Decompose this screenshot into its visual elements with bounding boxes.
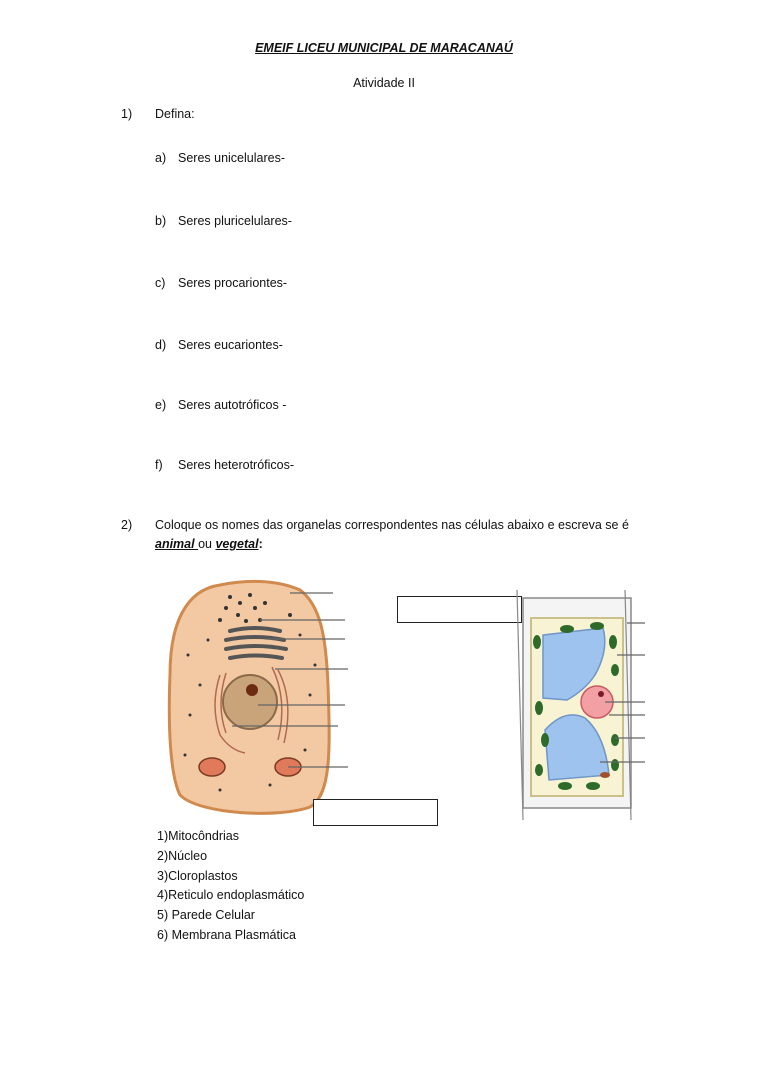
organelle-item-4: 4)Reticulo endoplasmático [157,888,305,902]
colon: : [258,537,263,551]
organelle-item-6: 6) Membrana Plasmática [157,928,296,942]
word-vegetal: vegetal [215,537,259,551]
question-2-number: 2) [121,518,133,532]
question-2-text: Coloque os nomes das organelas correspondentes nas células abaixo e escreva se é [155,518,629,532]
item-e-label: Seres autotróficos - [178,398,287,412]
nucleolus [246,684,258,696]
question-1-prompt: Defina: [155,107,195,121]
mitochondrion-plant [600,772,610,778]
item-e-letter: e) [155,398,167,412]
item-d-label: Seres eucariontes- [178,338,283,352]
answer-box-plant[interactable] [313,799,438,826]
plant-cell-diagram [505,590,650,820]
organelle-item-3: 3)Cloroplastos [157,869,238,883]
document-title: EMEIF LICEU MUNICIPAL DE MARACANAÚ [255,41,513,55]
organelle-item-2: 2)Núcleo [157,849,208,863]
question-1-number: 1) [121,107,133,121]
organelle-item-5: 5) Parede Celular [157,908,255,922]
item-a-label: Seres unicelulares- [178,151,285,165]
item-d-letter: d) [155,338,167,352]
word-animal: animal [155,537,199,551]
animal-cell-diagram [160,575,350,825]
item-c-letter: c) [155,276,166,290]
item-f-letter: f) [155,458,163,472]
word-ou: ou [198,537,216,551]
item-a-letter: a) [155,151,167,165]
nucleus [223,675,277,729]
item-c-label: Seres procariontes- [178,276,288,290]
question-2-line2 [155,537,263,551]
item-b-letter: b) [155,214,167,228]
organelle-item-1: 1)Mitocôndrias [157,829,239,843]
item-b-label: Seres pluricelulares- [178,214,292,228]
activity-subtitle: Atividade II [353,76,415,90]
answer-box-animal[interactable] [397,596,522,623]
item-f-label: Seres heterotróficos- [178,458,295,472]
